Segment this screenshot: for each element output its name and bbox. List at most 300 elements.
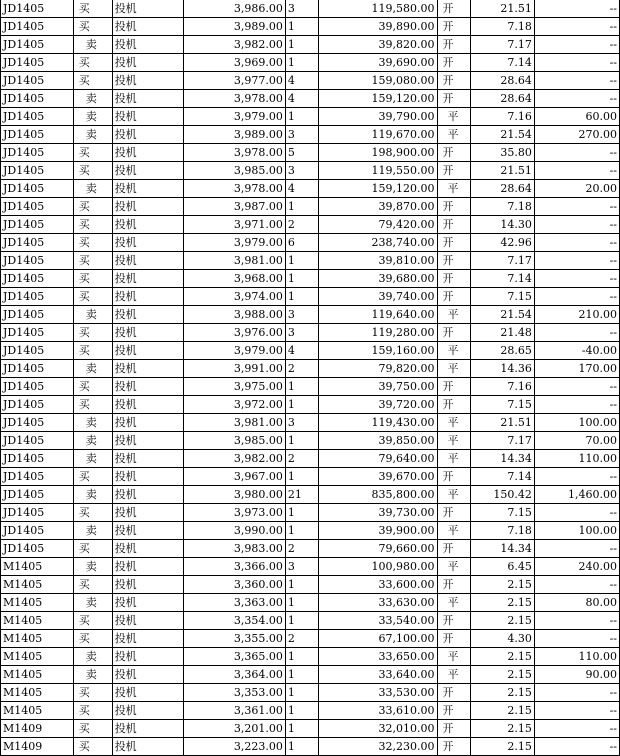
amount-cell: 835,800.00 xyxy=(318,486,437,504)
quantity-cell: 1 xyxy=(285,594,318,612)
profit-loss-cell: -- xyxy=(534,612,619,630)
fee-cell: 7.17 xyxy=(471,252,535,270)
trade-type-cell: 投机 xyxy=(112,306,184,324)
quantity-cell: 1 xyxy=(285,720,318,738)
contract-code-cell: JD1405 xyxy=(1,198,74,216)
direction-cell: 卖 xyxy=(73,126,112,144)
amount-cell: 238,740.00 xyxy=(318,234,437,252)
trade-type-cell: 投机 xyxy=(112,702,184,720)
open-close-cell: 开 xyxy=(437,162,471,180)
contract-code-cell: JD1405 xyxy=(1,234,74,252)
direction-cell: 卖 xyxy=(73,432,112,450)
trade-type-cell: 投机 xyxy=(112,342,184,360)
table-row xyxy=(1,558,620,576)
contract-code-cell: JD1405 xyxy=(1,288,74,306)
quantity-cell: 1 xyxy=(285,702,318,720)
open-close-cell: 开 xyxy=(437,0,471,18)
contract-code-cell: JD1405 xyxy=(1,522,74,540)
table-row xyxy=(1,36,620,54)
direction-cell: 买 xyxy=(73,684,112,702)
price-cell: 3,989.00 xyxy=(184,126,285,144)
fee-cell: 14.34 xyxy=(471,540,535,558)
contract-code-cell: M1405 xyxy=(1,684,74,702)
contract-code-cell: JD1405 xyxy=(1,180,74,198)
direction-cell: 买 xyxy=(73,720,112,738)
profit-loss-cell: -- xyxy=(534,738,619,756)
amount-cell: 33,630.00 xyxy=(318,594,437,612)
trade-type-cell: 投机 xyxy=(112,162,184,180)
price-cell: 3,973.00 xyxy=(184,504,285,522)
table-row xyxy=(1,144,620,162)
price-cell: 3,978.00 xyxy=(184,144,285,162)
quantity-cell: 4 xyxy=(285,342,318,360)
quantity-cell: 1 xyxy=(285,18,318,36)
table-row xyxy=(1,522,620,540)
amount-cell: 119,550.00 xyxy=(318,162,437,180)
amount-cell: 39,870.00 xyxy=(318,198,437,216)
amount-cell: 119,670.00 xyxy=(318,126,437,144)
contract-code-cell: M1405 xyxy=(1,666,74,684)
direction-cell: 卖 xyxy=(73,90,112,108)
price-cell: 3,991.00 xyxy=(184,360,285,378)
price-cell: 3,968.00 xyxy=(184,270,285,288)
table-row xyxy=(1,252,620,270)
direction-cell: 买 xyxy=(73,144,112,162)
amount-cell: 39,820.00 xyxy=(318,36,437,54)
open-close-cell: 开 xyxy=(437,540,471,558)
quantity-cell: 1 xyxy=(285,666,318,684)
quantity-cell: 1 xyxy=(285,684,318,702)
direction-cell: 买 xyxy=(73,54,112,72)
price-cell: 3,972.00 xyxy=(184,396,285,414)
contract-code-cell: JD1405 xyxy=(1,324,74,342)
quantity-cell: 21 xyxy=(285,486,318,504)
trade-type-cell: 投机 xyxy=(112,144,184,162)
quantity-cell: 1 xyxy=(285,108,318,126)
quantity-cell: 1 xyxy=(285,270,318,288)
profit-loss-cell: -- xyxy=(534,18,619,36)
fee-cell: 14.34 xyxy=(471,450,535,468)
quantity-cell: 2 xyxy=(285,216,318,234)
amount-cell: 159,120.00 xyxy=(318,180,437,198)
contract-code-cell: JD1405 xyxy=(1,450,74,468)
amount-cell: 32,010.00 xyxy=(318,720,437,738)
profit-loss-cell: -- xyxy=(534,54,619,72)
profit-loss-cell: -- xyxy=(534,72,619,90)
open-close-cell: 开 xyxy=(437,684,471,702)
amount-cell: 39,670.00 xyxy=(318,468,437,486)
profit-loss-cell: -- xyxy=(534,234,619,252)
direction-cell: 卖 xyxy=(73,486,112,504)
open-close-cell: 平 xyxy=(437,306,471,324)
quantity-cell: 1 xyxy=(285,612,318,630)
price-cell: 3,982.00 xyxy=(184,36,285,54)
fee-cell: 21.51 xyxy=(471,162,535,180)
fee-cell: 7.18 xyxy=(471,198,535,216)
table-row xyxy=(1,306,620,324)
trade-type-cell: 投机 xyxy=(112,90,184,108)
trade-type-cell: 投机 xyxy=(112,468,184,486)
direction-cell: 买 xyxy=(73,216,112,234)
direction-cell: 卖 xyxy=(73,108,112,126)
table-row xyxy=(1,126,620,144)
price-cell: 3,979.00 xyxy=(184,342,285,360)
quantity-cell: 1 xyxy=(285,576,318,594)
profit-loss-cell: 60.00 xyxy=(534,108,619,126)
profit-loss-cell: -- xyxy=(534,630,619,648)
trade-type-cell: 投机 xyxy=(112,72,184,90)
direction-cell: 买 xyxy=(73,738,112,756)
quantity-cell: 3 xyxy=(285,0,318,18)
table-row xyxy=(1,324,620,342)
fee-cell: 21.51 xyxy=(471,0,535,18)
profit-loss-cell: -- xyxy=(534,504,619,522)
amount-cell: 119,430.00 xyxy=(318,414,437,432)
profit-loss-cell: -40.00 xyxy=(534,342,619,360)
price-cell: 3,986.00 xyxy=(184,0,285,18)
quantity-cell: 1 xyxy=(285,378,318,396)
open-close-cell: 平 xyxy=(437,558,471,576)
contract-code-cell: JD1405 xyxy=(1,126,74,144)
amount-cell: 39,900.00 xyxy=(318,522,437,540)
price-cell: 3,982.00 xyxy=(184,450,285,468)
direction-cell: 卖 xyxy=(73,450,112,468)
table-row xyxy=(1,432,620,450)
contract-code-cell: M1405 xyxy=(1,702,74,720)
trade-type-cell: 投机 xyxy=(112,234,184,252)
trade-type-cell: 投机 xyxy=(112,396,184,414)
amount-cell: 159,080.00 xyxy=(318,72,437,90)
profit-loss-cell: -- xyxy=(534,324,619,342)
amount-cell: 33,540.00 xyxy=(318,612,437,630)
fee-cell: 2.15 xyxy=(471,594,535,612)
profit-loss-cell: -- xyxy=(534,540,619,558)
open-close-cell: 开 xyxy=(437,252,471,270)
table-row xyxy=(1,468,620,486)
amount-cell: 119,280.00 xyxy=(318,324,437,342)
direction-cell: 卖 xyxy=(73,414,112,432)
profit-loss-cell: 70.00 xyxy=(534,432,619,450)
open-close-cell: 开 xyxy=(437,324,471,342)
price-cell: 3,980.00 xyxy=(184,486,285,504)
table-row xyxy=(1,108,620,126)
amount-cell: 33,600.00 xyxy=(318,576,437,594)
profit-loss-cell: 100.00 xyxy=(534,414,619,432)
table-row xyxy=(1,378,620,396)
fee-cell: 2.15 xyxy=(471,648,535,666)
table-row xyxy=(1,162,620,180)
open-close-cell: 平 xyxy=(437,342,471,360)
fee-cell: 2.15 xyxy=(471,612,535,630)
price-cell: 3,363.00 xyxy=(184,594,285,612)
price-cell: 3,989.00 xyxy=(184,18,285,36)
profit-loss-cell: -- xyxy=(534,378,619,396)
fee-cell: 150.42 xyxy=(471,486,535,504)
trade-type-cell: 投机 xyxy=(112,36,184,54)
quantity-cell: 1 xyxy=(285,36,318,54)
fee-cell: 7.17 xyxy=(471,432,535,450)
quantity-cell: 3 xyxy=(285,126,318,144)
quantity-cell: 1 xyxy=(285,738,318,756)
direction-cell: 卖 xyxy=(73,36,112,54)
contract-code-cell: JD1405 xyxy=(1,342,74,360)
fee-cell: 28.64 xyxy=(471,180,535,198)
fee-cell: 6.45 xyxy=(471,558,535,576)
profit-loss-cell: 110.00 xyxy=(534,648,619,666)
fee-cell: 7.18 xyxy=(471,18,535,36)
quantity-cell: 2 xyxy=(285,360,318,378)
open-close-cell: 平 xyxy=(437,666,471,684)
quantity-cell: 2 xyxy=(285,630,318,648)
price-cell: 3,969.00 xyxy=(184,54,285,72)
amount-cell: 100,980.00 xyxy=(318,558,437,576)
open-close-cell: 开 xyxy=(437,468,471,486)
quantity-cell: 3 xyxy=(285,414,318,432)
table-row xyxy=(1,180,620,198)
profit-loss-cell: -- xyxy=(534,468,619,486)
fee-cell: 21.48 xyxy=(471,324,535,342)
price-cell: 3,201.00 xyxy=(184,720,285,738)
amount-cell: 79,420.00 xyxy=(318,216,437,234)
table-row xyxy=(1,684,620,702)
contract-code-cell: M1405 xyxy=(1,558,74,576)
price-cell: 3,990.00 xyxy=(184,522,285,540)
table-row xyxy=(1,612,620,630)
table-row xyxy=(1,666,620,684)
price-cell: 3,366.00 xyxy=(184,558,285,576)
price-cell: 3,978.00 xyxy=(184,90,285,108)
trade-type-cell: 投机 xyxy=(112,180,184,198)
amount-cell: 79,820.00 xyxy=(318,360,437,378)
table-row xyxy=(1,486,620,504)
trade-type-cell: 投机 xyxy=(112,630,184,648)
fee-cell: 7.14 xyxy=(471,270,535,288)
table-row xyxy=(1,234,620,252)
quantity-cell: 3 xyxy=(285,324,318,342)
price-cell: 3,365.00 xyxy=(184,648,285,666)
trade-type-cell: 投机 xyxy=(112,54,184,72)
trade-table-body xyxy=(1,0,620,756)
trade-type-cell: 投机 xyxy=(112,522,184,540)
quantity-cell: 1 xyxy=(285,252,318,270)
direction-cell: 卖 xyxy=(73,558,112,576)
contract-code-cell: JD1405 xyxy=(1,396,74,414)
fee-cell: 21.51 xyxy=(471,414,535,432)
table-row xyxy=(1,702,620,720)
amount-cell: 39,750.00 xyxy=(318,378,437,396)
contract-code-cell: JD1405 xyxy=(1,252,74,270)
table-row xyxy=(1,342,620,360)
price-cell: 3,988.00 xyxy=(184,306,285,324)
table-row xyxy=(1,648,620,666)
trade-type-cell: 投机 xyxy=(112,324,184,342)
fee-cell: 21.54 xyxy=(471,126,535,144)
profit-loss-cell: -- xyxy=(534,162,619,180)
trade-type-cell: 投机 xyxy=(112,108,184,126)
profit-loss-cell: -- xyxy=(534,684,619,702)
open-close-cell: 开 xyxy=(437,234,471,252)
direction-cell: 买 xyxy=(73,468,112,486)
fee-cell: 2.15 xyxy=(471,702,535,720)
fee-cell: 28.65 xyxy=(471,342,535,360)
contract-code-cell: JD1405 xyxy=(1,468,74,486)
table-row xyxy=(1,576,620,594)
table-row xyxy=(1,288,620,306)
profit-loss-cell: -- xyxy=(534,144,619,162)
amount-cell: 119,640.00 xyxy=(318,306,437,324)
direction-cell: 买 xyxy=(73,342,112,360)
direction-cell: 买 xyxy=(73,252,112,270)
amount-cell: 39,740.00 xyxy=(318,288,437,306)
quantity-cell: 1 xyxy=(285,648,318,666)
direction-cell: 卖 xyxy=(73,522,112,540)
table-row xyxy=(1,198,620,216)
trade-type-cell: 投机 xyxy=(112,576,184,594)
quantity-cell: 1 xyxy=(285,198,318,216)
open-close-cell: 平 xyxy=(437,432,471,450)
contract-code-cell: JD1405 xyxy=(1,216,74,234)
price-cell: 3,971.00 xyxy=(184,216,285,234)
quantity-cell: 2 xyxy=(285,540,318,558)
direction-cell: 买 xyxy=(73,198,112,216)
contract-code-cell: M1409 xyxy=(1,720,74,738)
direction-cell: 买 xyxy=(73,234,112,252)
amount-cell: 67,100.00 xyxy=(318,630,437,648)
quantity-cell: 2 xyxy=(285,450,318,468)
price-cell: 3,987.00 xyxy=(184,198,285,216)
fee-cell: 7.18 xyxy=(471,522,535,540)
direction-cell: 卖 xyxy=(73,306,112,324)
price-cell: 3,364.00 xyxy=(184,666,285,684)
direction-cell: 卖 xyxy=(73,594,112,612)
open-close-cell: 开 xyxy=(437,378,471,396)
direction-cell: 卖 xyxy=(73,360,112,378)
price-cell: 3,978.00 xyxy=(184,180,285,198)
fee-cell: 7.17 xyxy=(471,36,535,54)
quantity-cell: 3 xyxy=(285,162,318,180)
amount-cell: 39,720.00 xyxy=(318,396,437,414)
trade-type-cell: 投机 xyxy=(112,720,184,738)
open-close-cell: 开 xyxy=(437,504,471,522)
amount-cell: 159,120.00 xyxy=(318,90,437,108)
contract-code-cell: JD1405 xyxy=(1,432,74,450)
quantity-cell: 1 xyxy=(285,396,318,414)
amount-cell: 39,680.00 xyxy=(318,270,437,288)
open-close-cell: 开 xyxy=(437,612,471,630)
price-cell: 3,975.00 xyxy=(184,378,285,396)
trade-type-cell: 投机 xyxy=(112,684,184,702)
profit-loss-cell: -- xyxy=(534,702,619,720)
profit-loss-cell: -- xyxy=(534,198,619,216)
trade-type-cell: 投机 xyxy=(112,0,184,18)
contract-code-cell: M1405 xyxy=(1,648,74,666)
amount-cell: 39,690.00 xyxy=(318,54,437,72)
table-row xyxy=(1,0,620,18)
open-close-cell: 开 xyxy=(437,90,471,108)
table-row xyxy=(1,54,620,72)
open-close-cell: 平 xyxy=(437,180,471,198)
trade-type-cell: 投机 xyxy=(112,252,184,270)
direction-cell: 买 xyxy=(73,630,112,648)
table-row xyxy=(1,594,620,612)
contract-code-cell: JD1405 xyxy=(1,504,74,522)
direction-cell: 买 xyxy=(73,540,112,558)
quantity-cell: 1 xyxy=(285,432,318,450)
profit-loss-cell: -- xyxy=(534,270,619,288)
open-close-cell: 开 xyxy=(437,72,471,90)
table-row xyxy=(1,216,620,234)
open-close-cell: 开 xyxy=(437,396,471,414)
price-cell: 3,981.00 xyxy=(184,414,285,432)
amount-cell: 79,660.00 xyxy=(318,540,437,558)
price-cell: 3,985.00 xyxy=(184,432,285,450)
fee-cell: 7.14 xyxy=(471,54,535,72)
trade-type-cell: 投机 xyxy=(112,378,184,396)
amount-cell: 39,730.00 xyxy=(318,504,437,522)
open-close-cell: 平 xyxy=(437,486,471,504)
contract-code-cell: JD1405 xyxy=(1,486,74,504)
price-cell: 3,981.00 xyxy=(184,252,285,270)
quantity-cell: 1 xyxy=(285,468,318,486)
open-close-cell: 开 xyxy=(437,738,471,756)
open-close-cell: 平 xyxy=(437,126,471,144)
fee-cell: 35.80 xyxy=(471,144,535,162)
profit-loss-cell: 210.00 xyxy=(534,306,619,324)
price-cell: 3,985.00 xyxy=(184,162,285,180)
price-cell: 3,353.00 xyxy=(184,684,285,702)
price-cell: 3,977.00 xyxy=(184,72,285,90)
table-row xyxy=(1,540,620,558)
direction-cell: 买 xyxy=(73,288,112,306)
direction-cell: 买 xyxy=(73,324,112,342)
contract-code-cell: M1405 xyxy=(1,630,74,648)
contract-code-cell: JD1405 xyxy=(1,414,74,432)
quantity-cell: 3 xyxy=(285,558,318,576)
contract-code-cell: M1409 xyxy=(1,738,74,756)
open-close-cell: 开 xyxy=(437,270,471,288)
contract-code-cell: JD1405 xyxy=(1,306,74,324)
price-cell: 3,974.00 xyxy=(184,288,285,306)
contract-code-cell: JD1405 xyxy=(1,108,74,126)
price-cell: 3,979.00 xyxy=(184,108,285,126)
fee-cell: 2.15 xyxy=(471,666,535,684)
price-cell: 3,983.00 xyxy=(184,540,285,558)
profit-loss-cell: 270.00 xyxy=(534,126,619,144)
fee-cell: 7.15 xyxy=(471,288,535,306)
fee-cell: 14.36 xyxy=(471,360,535,378)
table-row xyxy=(1,18,620,36)
profit-loss-cell: 100.00 xyxy=(534,522,619,540)
contract-code-cell: JD1405 xyxy=(1,72,74,90)
direction-cell: 买 xyxy=(73,504,112,522)
contract-code-cell: M1405 xyxy=(1,612,74,630)
direction-cell: 卖 xyxy=(73,648,112,666)
price-cell: 3,967.00 xyxy=(184,468,285,486)
fee-cell: 2.15 xyxy=(471,684,535,702)
trade-type-cell: 投机 xyxy=(112,558,184,576)
trade-type-cell: 投机 xyxy=(112,666,184,684)
quantity-cell: 5 xyxy=(285,144,318,162)
fee-cell: 7.16 xyxy=(471,378,535,396)
fee-cell: 2.15 xyxy=(471,720,535,738)
open-close-cell: 开 xyxy=(437,288,471,306)
amount-cell: 33,610.00 xyxy=(318,702,437,720)
fee-cell: 28.64 xyxy=(471,72,535,90)
amount-cell: 79,640.00 xyxy=(318,450,437,468)
trade-type-cell: 投机 xyxy=(112,414,184,432)
contract-code-cell: JD1405 xyxy=(1,378,74,396)
trade-type-cell: 投机 xyxy=(112,216,184,234)
